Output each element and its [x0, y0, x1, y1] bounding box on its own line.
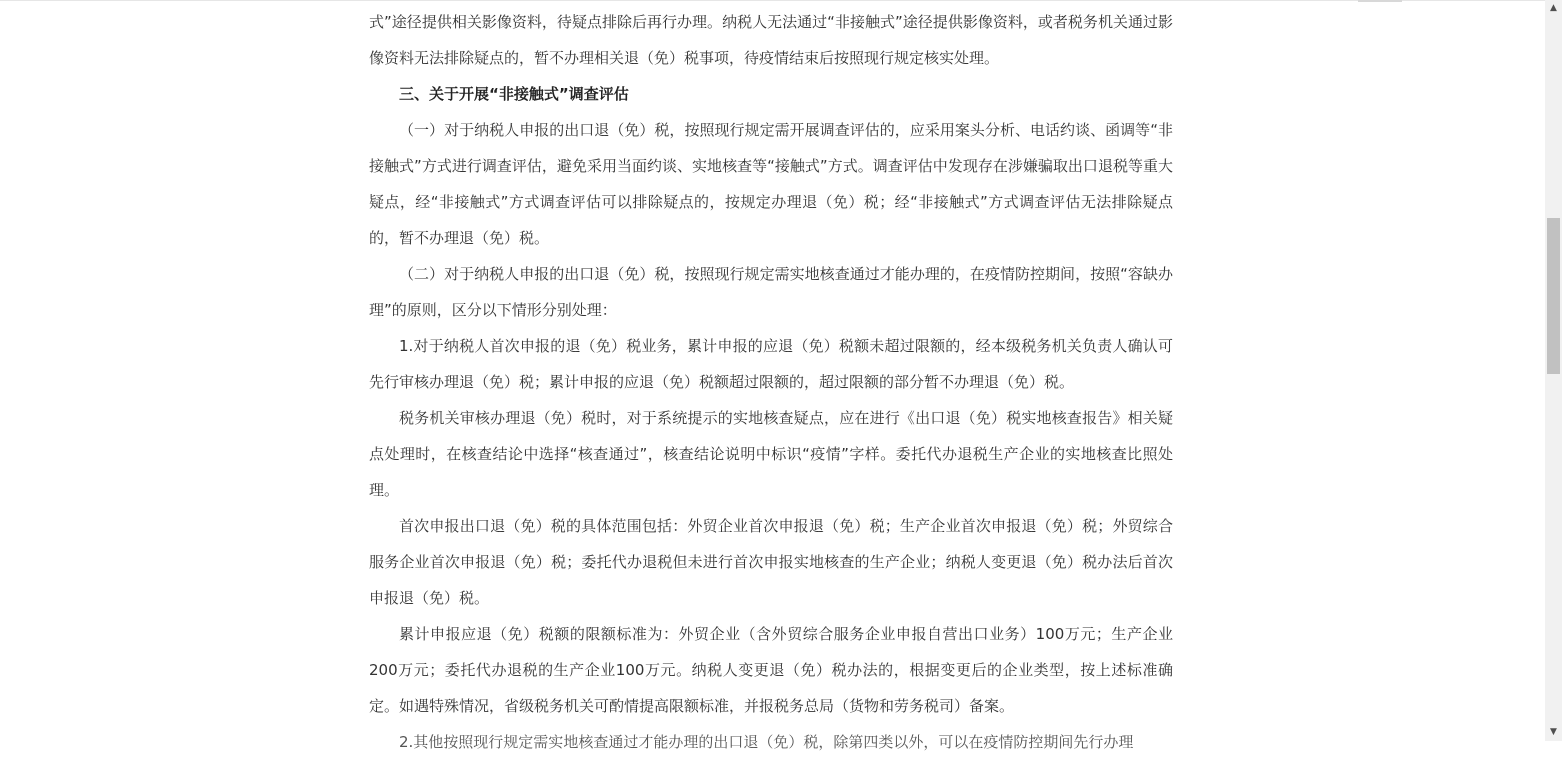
- scroll-thumb[interactable]: [1547, 218, 1560, 374]
- top-tab-marker: [1358, 0, 1402, 2]
- scroll-up-icon[interactable]: ▲: [1550, 3, 1557, 13]
- section-heading: 三、关于开展“非接触式”调查评估: [399, 85, 629, 103]
- paragraph-scope: 首次申报出口退（免）税的具体范围包括：外贸企业首次申报退（免）税；生产企业首次申报退（免）税；外贸综合服务企业首次申报退（免）税；委托代办退税但未进行首次申报实地核查的生产企业；纳税人变更退（免）税办法后首次申报退（免）税。: [369, 517, 1173, 607]
- paragraph-limit: 累计申报应退（免）税额的限额标准为：外贸企业（含外贸综合服务企业申报自营出口业务）100万元；生产企业200万元；委托代办退税的生产企业100万元。纳税人变更退（免）税办法的，根据变更后的企业类型，按上述标准确定。如遇特殊情况，省级税务机关可酌情提高限额标准，并报税务总局（货物和劳务税司）备案。: [369, 625, 1173, 715]
- paragraph-item-2: 2.其他按照现行规定需实地核查通过才能办理的出口退（免）税，除第四类以外，可以在疫情防控期间先行办理: [399, 733, 1134, 751]
- vertical-scrollbar[interactable]: [1545, 0, 1562, 741]
- paragraph-investigation-2: （二）对于纳税人申报的出口退（免）税，按照现行规定需实地核查通过才能办理的，在疫情防控期间，按照“容缺办理”的原则，区分以下情形分别处理：: [369, 265, 1173, 319]
- article-body: [369, 4, 1173, 751]
- paragraph-continuation: 式”途径提供相关影像资料，待疑点排除后再行办理。纳税人无法通过“非接触式”途径提供影像资料，或者税务机关通过影像资料无法排除疑点的，暂不办理相关退（免）税事项，待疫情结束后按照现行规定核实处理。: [369, 13, 1173, 67]
- paragraph-item-1: 1.对于纳税人首次申报的退（免）税业务，累计申报的应退（免）税额未超过限额的，经本级税务机关负责人确认可先行审核办理退（免）税；累计申报的应退（免）税额超过限额的，超过限额的部分暂不办理退（免）税。: [369, 337, 1173, 391]
- top-divider: [0, 0, 1545, 1]
- paragraph-investigation-1: （一）对于纳税人申报的出口退（免）税，按照现行规定需开展调查评估的，应采用案头分析、电话约谈、函调等“非接触式”方式进行调查评估，避免采用当面约谈、实地核查等“接触式”方式。调查评估中发现存在涉嫌骗取出口退税等重大疑点，经“非接触式”方式调查评估可以排除疑点的，按规定办理退（免）税；经“非接触式”方式调查评估无法排除疑点的，暂不办理退（免）税。: [369, 121, 1173, 247]
- paragraph-review: 税务机关审核办理退（免）税时，对于系统提示的实地核查疑点，应在进行《出口退（免）税实地核查报告》相关疑点处理时，在核查结论中选择“核查通过”，核查结论说明中标识“疫情”字样。委托代办退税生产企业的实地核查比照处理。: [369, 409, 1173, 499]
- scroll-down-icon[interactable]: ▼: [1550, 727, 1557, 737]
